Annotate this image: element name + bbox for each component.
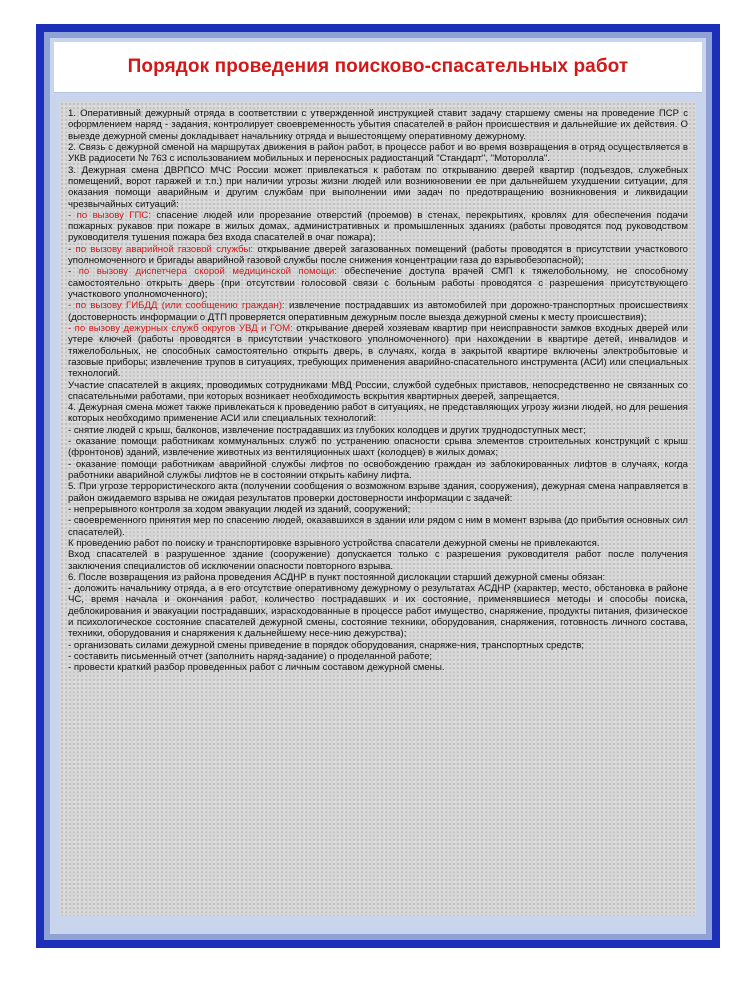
prohibition-note: Участие спасателей в акциях, проводимых сотрудниками МВД России, службой судебных приставов, непосредственно не связанных со спасательными работами, при которых возникает необходимость вскрытия квартирных дверей, запрещается. [68,379,688,402]
paragraph-2: 2. Связь с дежурной сменой на маршрутах движения в район работ, в процессе работ и во время возвращения в отряд осуществляется в УКВ радиосети № 763 с использованием мобильных и переносных радиостанций "Стандарт", "Моторолла". [68,141,688,165]
paragraph-5: 5. При угрозе террористического акта (получении сообщения о возможном взрыве здания, сооружения), дежурная смена направляется в район ожидаемого взрыва не ожидая результатов проверки достоверности информации с задачей: [68,481,688,504]
list-item: - снятие людей с крыш, балконов, извлечение пострадавших из глубоких колодцев и других труднодоступных мест; [68,424,586,436]
title-bar [54,42,702,93]
paragraph-1: 1. Оперативный дежурный отряда в соответствии с утвержденной инструкцией ставит задачу старшему смены на проведение ПСР с оформлением наряд - задания, контролирует своевременность убытия спасателей в район происшествия и дальнейшие их действия. О выезде дежурной смены докладывает начальнику отряда и вышестоящему оперативному дежурному. [68,108,688,142]
document-body [60,102,696,916]
bullet-ambulance-dash: - [68,266,79,278]
bullet-uvd-lead: - по вызову дежурных служб округов УВД и ГОМ: [68,322,293,334]
poster-frame [36,24,720,948]
bullet-ambulance-text: обеспечение доступа врачей СМП к тяжелобольному, не способному самостоятельно открыть дверь (при отсутствии голосовой связи с больным работы проводятся с разрешения присутствующего участкового уполномоченного); [68,266,688,300]
list-item: - провести краткий разбор проведенных работ с личным составом дежурной смены. [68,662,445,674]
bullet-gibdd-lead: - по вызову ГИБДД (или сообщению граждан): [68,300,285,312]
paragraph-6: 6. После возвращения из района проведения АСДНР в пункт постоянной дислокации старший дежурной смены обязан: [68,571,606,583]
list-item: - оказание помощи работникам аварийной службы лифтов по освобождению граждан из заблокированных лифтов в случаях, когда работники аварийной службы лифтов не в состоянии открыть кабину лифта. [68,458,688,481]
bullet-uvd-text: открывание дверей хозяевам квартир при неисправности замков входных дверей или утере ключей (работы проводятся в присутствии участкового уполномоченного) при нахождении в квартире детей, инвалидов и тяжелобольных, не способных самостоятельно открыть дверь, в случаях, когда в закрытой квартире включены электробытовые и газовые приборы; извлечение трупов в ситуациях, требующих применения аварийно-спасательного инструмента (АСИ) или специальных технологий. [68,322,688,380]
page-title: Порядок проведения поисково-спасательных работ [127,56,629,77]
list-item: - организовать силами дежурной смены приведение в порядок оборудования, снаряже-ния, транспортных средств; [68,639,585,651]
list-item: - доложить начальнику отряда, а в его отсутствие оперативному дежурному о результатах АСДНР (характер, место, обстановка в районе ЧС, время начала и окончания работ, количество пострадавших и их состояние, применявшиеся методы и способы поиска, деблокирования и эвакуации пострадавших, израсходованные в процессе работ имущество, снаряжение, продукты питания, физическое и психологическое состояние спасателей дежурной смены, состояние техники, оборудования, снаряжения, готовность личного состава, техники, оборудования и снаряжения к дальнейшему несе-нию дежурства); [68,583,688,640]
bullet-gibdd-text: извлечение пострадавших из автомобилей при дорожно-транспортных происшествиях (достоверность информации о ДТП проверяется оперативным дежурным после выезда дежурной смены к месту происшествия); [68,300,688,323]
bullet-ambulance [68,266,688,300]
bullet-gas-dash: - [68,243,76,255]
list-item: - оказание помощи работникам коммунальных служб по устранению опасности срыва элементов строительных конструкций с крыш (фронтонов) зданий, извлечение животных из вентиляционных шахт (колодцев) в жилых домах; [68,436,688,459]
paragraph-4: 4. Дежурная смена может также привлекаться к проведению работ в ситуациях, не представляющих угрозу жизни людей, но для решения которых необходимо применение АСИ или специальных технологий: [68,402,688,425]
bullet-gps-text: спасение людей или прорезание отверстий (проемов) в стенах, перекрытиях, кровлях для обеспечения подачи пожарных рукавов при пожаре в жилых домах, административных и промышленных зданиях (работы проводятся под руководством руководителя тушения пожара без входа спасателей в очаг пожара); [68,209,688,244]
bullet-gas-lead: по вызову аварийной газовой службы: [75,243,254,255]
list-item: Вход спасателей в разрушенное здание (сооружение) допускается только с разрешения руководителя работ после получения заключения специалистов об исключении опасности повторного взрыва. [68,549,688,572]
list-item: - своевременного принятия мер по спасению людей, оказавшихся в здании или рядом с ним в момент взрыва (до прибытия основных сил спасателей). [68,515,688,538]
list-item: - составить письменный отчет (заполнить наряд-задание) о проделанной работе; [68,651,433,662]
bullet-uvd [68,323,688,380]
bullet-gps-lead: - по вызову ГПС: [68,209,151,221]
bullet-ambulance-lead: по вызову диспетчера скорой медицинской помощи: [78,266,337,278]
bullet-gas-text: открывание дверей загазованных помещений (работы проводятся в присутствии участкового уполномоченного и бригады аварийной газовой службы после снижения концентрации газа до взрывобезопасной); [68,243,688,267]
poster-inner [50,38,706,934]
bullet-gibdd [68,300,688,323]
paragraph-3: 3. Дежурная смена ДВРПСО МЧС России может привлекаться к работам по открыванию дверей квартир (подъездов, служебных помещений, ворот гаражей и т.п.) при наличии угрозы жизни людей или возникновении ее при дальнейшем ухудшении ситуации, для оказания помощи аварийным и другим службам при выполнении ими задач по предотвращению возникновения и ликвидации чрезвычайных ситуаций: [68,164,688,210]
bullet-gas [68,244,688,267]
list-item: К проведению работ по поиску и транспортировке взрывного устройства спасатели дежурной смены не привлекаются. [68,537,600,549]
list-item: - непрерывного контроля за ходом эвакуации людей из зданий, сооружений; [68,503,411,515]
bullet-gps [68,210,688,244]
